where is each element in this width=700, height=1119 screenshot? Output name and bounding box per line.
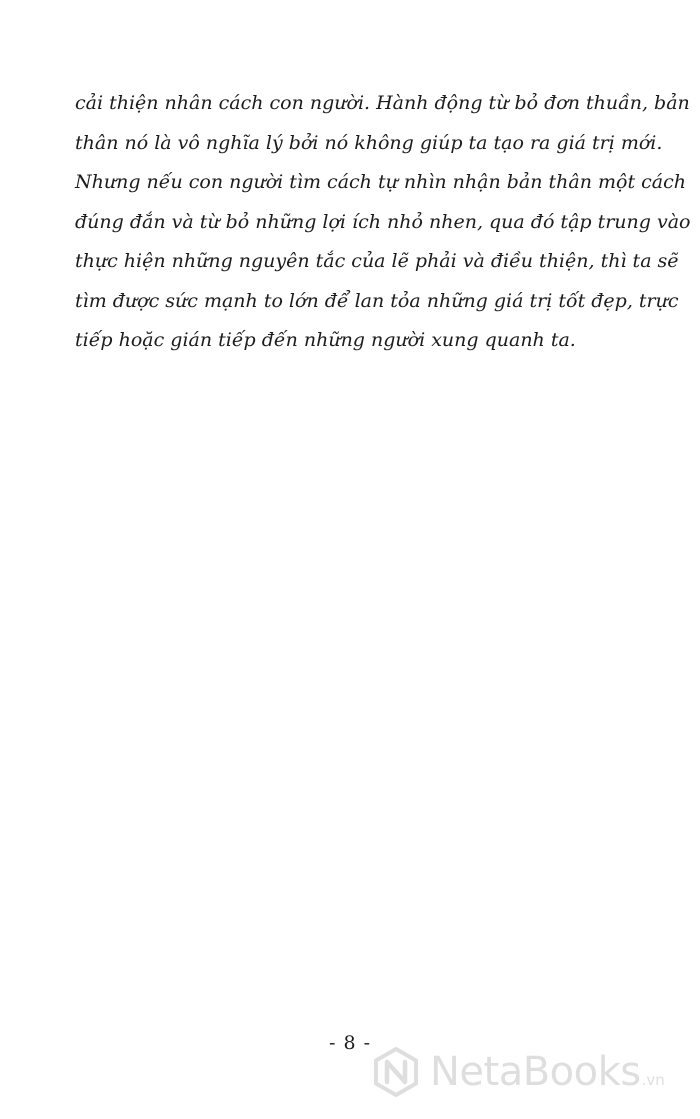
netabooks-watermark <box>370 1046 665 1098</box>
text-line: cải thiện nhân cách con người. Hành động từ bỏ đơn thuần, bản <box>75 92 690 114</box>
body-paragraph <box>75 84 691 361</box>
watermark-brand: NetaBooks <box>430 1049 641 1095</box>
netabooks-logo-icon <box>370 1046 422 1098</box>
text-line: đúng đắn và từ bỏ những lợi ích nhỏ nhen, qua đó tập trung vào <box>75 210 691 233</box>
page-number: - 8 - <box>328 1032 371 1054</box>
text-line: Nhưng nếu con người tìm cách tự nhìn nhận bản thân một cách <box>75 171 686 193</box>
text-line: thực hiện những nguyên tắc của lẽ phải và điều thiện, thì ta sẽ <box>75 250 679 272</box>
watermark-domain: .vn <box>641 1071 665 1089</box>
text-line: thân nó là vô nghĩa lý bởi nó không giúp ta tạo ra giá trị mới. <box>75 131 663 154</box>
text-line: tiếp hoặc gián tiếp đến những người xung quanh ta. <box>75 329 576 351</box>
text-line: tìm được sức mạnh to lớn để lan tỏa những giá trị tốt đẹp, trực <box>75 289 679 312</box>
